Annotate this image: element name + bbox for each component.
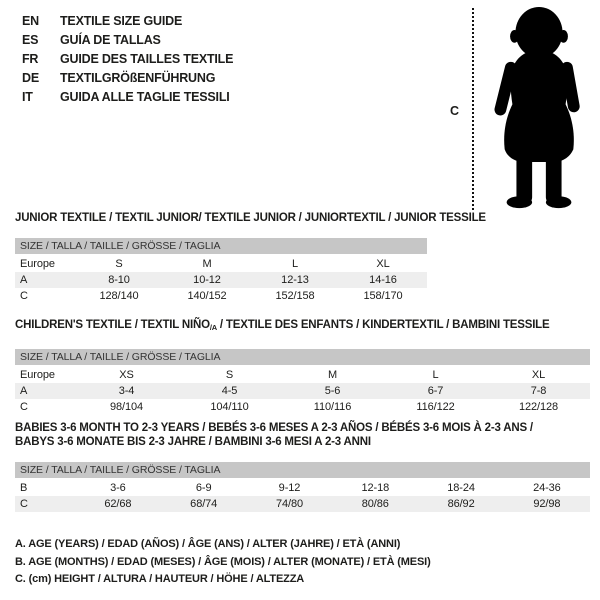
table-cell: 8-10 [108,274,130,286]
table-cell: 98/104 [109,401,144,413]
title-subscript: /A [209,323,217,332]
table-cell: 116/122 [416,401,455,413]
table-cell: 80/86 [361,498,389,510]
section-title-line2: BABYS 3-6 MONATE BIS 2-3 JAHRE / BAMBINI 3-6 MESI A 2-3 ANNI [15,436,371,448]
table-cell: S [115,258,123,270]
table-cell: 74/80 [275,498,303,510]
table-cell: 5-6 [324,385,341,397]
table-cell: S [225,369,234,381]
table-cell: XL [376,258,390,270]
guide-title: TEXTILGRÖßENFÜHRUNG [60,71,216,85]
table-cell: 10-12 [193,274,221,286]
section-children-textile [15,318,590,415]
table-size-header: SIZE / TALLA / TAILLE / GRÖSSE / TAGLIA [15,349,590,365]
row-label: A [20,385,28,397]
list-item [22,31,233,50]
table-cell: 86/92 [447,498,475,510]
language-title-list [22,12,233,107]
section-babies-textile [15,421,590,512]
language-code: EN [22,14,39,28]
row-label: C [20,401,28,413]
guide-title: GUIDE DES TAILLES TEXTILE [60,52,234,66]
table-cell: 62/68 [104,498,132,510]
table-row [15,272,427,288]
table-cell: XS [119,369,134,381]
table-cell: 4-5 [221,385,238,397]
guide-title: GUIDA ALLE TAGLIE TESSILI [60,90,230,104]
junior-size-table [15,238,427,304]
table-cell: 3-6 [110,482,126,494]
legend-line-c: C. (cm) HEIGHT / ALTURA / HAUTEUR / HÖHE / ALTEZZA [15,573,305,585]
measurement-legend [15,536,431,589]
language-code: DE [22,71,39,85]
row-label: C [20,498,28,510]
table-size-header: SIZE / TALLA / TAILLE / GRÖSSE / TAGLIA [15,238,427,254]
row-label: B [20,482,28,494]
table-row [15,288,427,304]
language-code: ES [22,33,39,47]
list-item [22,12,233,31]
height-measure-dotted-line [472,8,474,210]
measurement-figure [450,4,598,216]
list-item [22,50,233,69]
language-code: IT [22,90,33,104]
guide-title: TEXTILE SIZE GUIDE [60,14,183,28]
measure-label-c: C [450,104,460,118]
table-cell: 9-12 [278,482,301,494]
section-title-line1: BABIES 3-6 MONTH TO 2-3 YEARS / BEBÉS 3-6 MESES A 2-3 AÑOS / BÉBÉS 3-6 MOIS À 2-3 ANS / [15,422,533,434]
table-cell: XL [531,369,546,381]
table-cell: 140/152 [187,290,227,302]
table-row [15,367,590,383]
table-cell: 68/74 [190,498,218,510]
babies-size-table [15,462,590,512]
children-size-table [15,349,590,415]
table-cell: 92/98 [533,498,561,510]
table-cell: 104/110 [210,401,249,413]
table-size-header: SIZE / TALLA / TAILLE / GRÖSSE / TAGLIA [15,462,590,478]
list-item [22,88,233,107]
table-cell: 6-7 [427,385,444,397]
table-row [15,383,590,399]
table-cell: 12-18 [361,482,390,494]
row-label: C [20,290,28,302]
table-cell: 110/116 [313,401,352,413]
table-cell: 18-24 [447,482,475,494]
language-code: FR [22,52,39,66]
row-label: A [20,274,28,286]
table-cell: L [291,258,299,270]
section-junior-textile [15,211,590,304]
table-cell: 122/128 [518,401,559,413]
table-cell: 24-36 [533,482,561,494]
table-cell: 152/158 [275,290,315,302]
table-cell: 158/170 [363,290,403,302]
section-title: JUNIOR TEXTILE / TEXTIL JUNIOR/ TEXTILE JUNIOR / JUNIORTEXTIL / JUNIOR TESSILE [15,212,486,224]
table-cell: M [202,258,212,270]
legend-line-b: B. AGE (MONTHS) / EDAD (MESES) / ÂGE (MOIS) / ALTER (MONATE) / ETÀ (MESI) [15,555,431,568]
table-cell: L [432,369,439,381]
legend-line-a: A. AGE (YEARS) / EDAD (AÑOS) / ÂGE (ANS) / ALTER (JAHRE) / ETÀ (ANNI) [15,538,401,550]
table-cell: 7-8 [530,385,547,397]
table-row [15,256,427,272]
section-title [15,318,590,335]
table-cell: 6-9 [195,482,212,494]
table-row [15,399,590,415]
table-row [15,496,590,512]
title-text: / TEXTILE DES ENFANTS / KINDERTEXTIL / BAMBINI TESSILE [216,319,550,331]
row-label: Europe [20,258,55,270]
table-cell: 3-4 [118,385,135,397]
guide-title: GUÍA DE TALLAS [60,33,161,47]
row-label: Europe [20,369,55,381]
title-text: CHILDREN'S TEXTILE / TEXTIL NIÑO [15,319,210,331]
table-cell: 14-16 [369,274,397,286]
list-item [22,69,233,88]
table-cell: M [327,369,338,381]
table-cell: 12-13 [281,274,309,286]
table-row [15,480,590,496]
toddler-silhouette-icon [484,6,594,212]
table-cell: 128/140 [99,290,139,302]
